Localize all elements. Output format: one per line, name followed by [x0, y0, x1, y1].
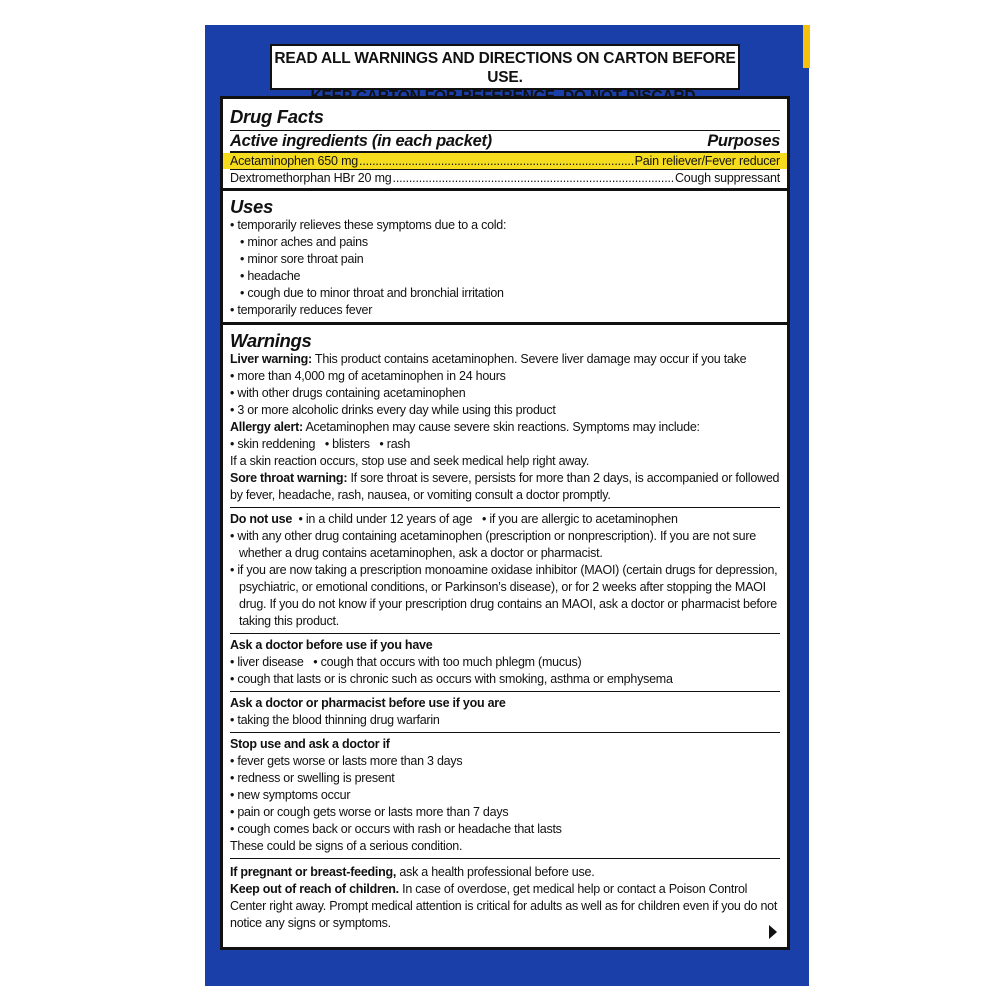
banner-line-1: READ ALL WARNINGS AND DIRECTIONS ON CARTON BEFORE USE. [274, 50, 736, 86]
uses-title: Uses [230, 196, 274, 217]
leader-dots [393, 170, 674, 186]
ask-pharmacist-item: • taking the blood thinning drug warfarin [230, 713, 440, 727]
yellow-accent-tab [803, 25, 810, 68]
continue-arrow-icon [769, 925, 777, 939]
stop-use-item: • fever gets worse or lasts more than 3 days [230, 754, 463, 768]
uses-line: • temporarily relieves these symptoms due to a cold: [230, 218, 507, 232]
ingredient-row [223, 153, 787, 169]
allergy-followup: If a skin reaction occurs, stop use and seek medical help right away. [230, 454, 590, 468]
allergy-alert-text: Acetaminophen may cause severe skin reactions. Symptoms may include: [302, 420, 700, 434]
purposes-heading: Purposes [707, 132, 780, 150]
pregnancy-label: If pregnant or breast-feeding, [230, 865, 397, 879]
keep-out-label: Keep out of reach of children. [230, 882, 399, 896]
ingredient-name: Dextromethorphan HBr 20 mg [230, 171, 392, 185]
keep-out-text: In case of overdose, get medical help or contact a Poison Control Center right away. Prompt medical attention is critical for adults as well as for children even if you do not notice any signs or symptoms. [230, 882, 778, 930]
sore-throat-label: Sore throat warning: [230, 471, 348, 485]
ask-doctor-label: Ask a doctor before use if you have [230, 638, 433, 652]
liver-item: • more than 4,000 mg of acetaminophen in 24 hours [230, 369, 506, 383]
pregnancy-block [230, 858, 780, 932]
stop-use-followup: These could be signs of a serious condition. [230, 839, 463, 853]
stop-use-item: • redness or swelling is present [230, 771, 395, 785]
stop-use-item: • new symptoms occur [230, 788, 351, 802]
active-ingredients-section [223, 99, 787, 191]
uses-section [223, 191, 787, 325]
liver-item: • with other drugs containing acetaminophen [230, 386, 466, 400]
ingredient-row [230, 169, 780, 186]
stop-use-label: Stop use and ask a doctor if [230, 737, 390, 751]
uses-line: • headache [240, 269, 301, 283]
uses-line: • cough due to minor throat and bronchial irritation [240, 286, 504, 300]
sore-throat-text: If sore throat is severe, persists for more than 2 days, is accompanied or followed by fever, headache, rash, nausea, or vomiting consult a doctor promptly. [230, 471, 780, 502]
liver-item: • 3 or more alcoholic drinks every day while using this product [230, 403, 556, 417]
ask-doctor-item: • liver disease • cough that occurs with too much phlegm (mucus) [230, 655, 582, 669]
allergy-alert [230, 419, 780, 436]
drug-facts-title: Drug Facts [230, 107, 780, 131]
allergy-items: • skin reddening • blisters • rash [230, 437, 411, 451]
ingredient-purpose: Pain reliever/Fever reducer [634, 154, 780, 168]
uses-line: • temporarily reduces fever [230, 303, 373, 317]
do-not-use-block [230, 507, 780, 630]
ask-pharmacist-label: Ask a doctor or pharmacist before use if you are [230, 696, 506, 710]
do-not-use-item: • with any other drug containing acetaminophen (prescription or nonprescription). If you are not sure whether a drug contains acetaminophen, ask a doctor or pharmacist. [230, 529, 756, 560]
uses-line: • minor aches and pains [240, 235, 368, 249]
warnings-section [223, 325, 787, 932]
active-ingredients-heading: Active ingredients (in each packet) [230, 132, 492, 150]
ask-doctor-block [230, 633, 780, 688]
do-not-use-inline: • in a child under 12 years of age • if you are allergic to acetaminophen [292, 512, 678, 526]
leader-dots [359, 153, 634, 169]
stop-use-item: • pain or cough gets worse or lasts more than 7 days [230, 805, 509, 819]
do-not-use-line [230, 511, 780, 528]
ingredients-header [230, 131, 780, 153]
warning-banner [270, 44, 740, 90]
uses-line: • minor sore throat pain [240, 252, 364, 266]
liver-warning [230, 351, 780, 368]
stop-use-item: • cough comes back or occurs with rash or headache that lasts [230, 822, 562, 836]
liver-warning-label: Liver warning: [230, 352, 312, 366]
warnings-title: Warnings [230, 330, 312, 351]
ask-pharmacist-block [230, 691, 780, 729]
pregnancy-text: ask a health professional before use. [396, 865, 595, 879]
ingredient-name: Acetaminophen 650 mg [230, 154, 359, 168]
do-not-use-item: • if you are now taking a prescription monoamine oxidase inhibitor (MAOI) (certain drugs for depression, psychiatric, or emotional conditions, or Parkinson’s disease), or for 2 weeks after stopping the MAOI drug. If you do not know if your prescription drug contains an MAOI, ask a doctor or pharmacist before taking this product. [230, 563, 778, 628]
stop-use-block [230, 732, 780, 855]
pregnancy-warning [230, 864, 780, 881]
drug-facts-panel [220, 96, 790, 950]
ingredient-purpose: Cough suppressant [674, 171, 780, 185]
sore-throat-warning [230, 470, 780, 504]
ask-doctor-item: • cough that lasts or is chronic such as occurs with smoking, asthma or emphysema [230, 672, 673, 686]
do-not-use-label: Do not use [230, 512, 293, 526]
keep-out-warning [230, 881, 780, 932]
liver-warning-text: This product contains acetaminophen. Severe liver damage may occur if you take [311, 352, 747, 366]
allergy-alert-label: Allergy alert: [230, 420, 303, 434]
